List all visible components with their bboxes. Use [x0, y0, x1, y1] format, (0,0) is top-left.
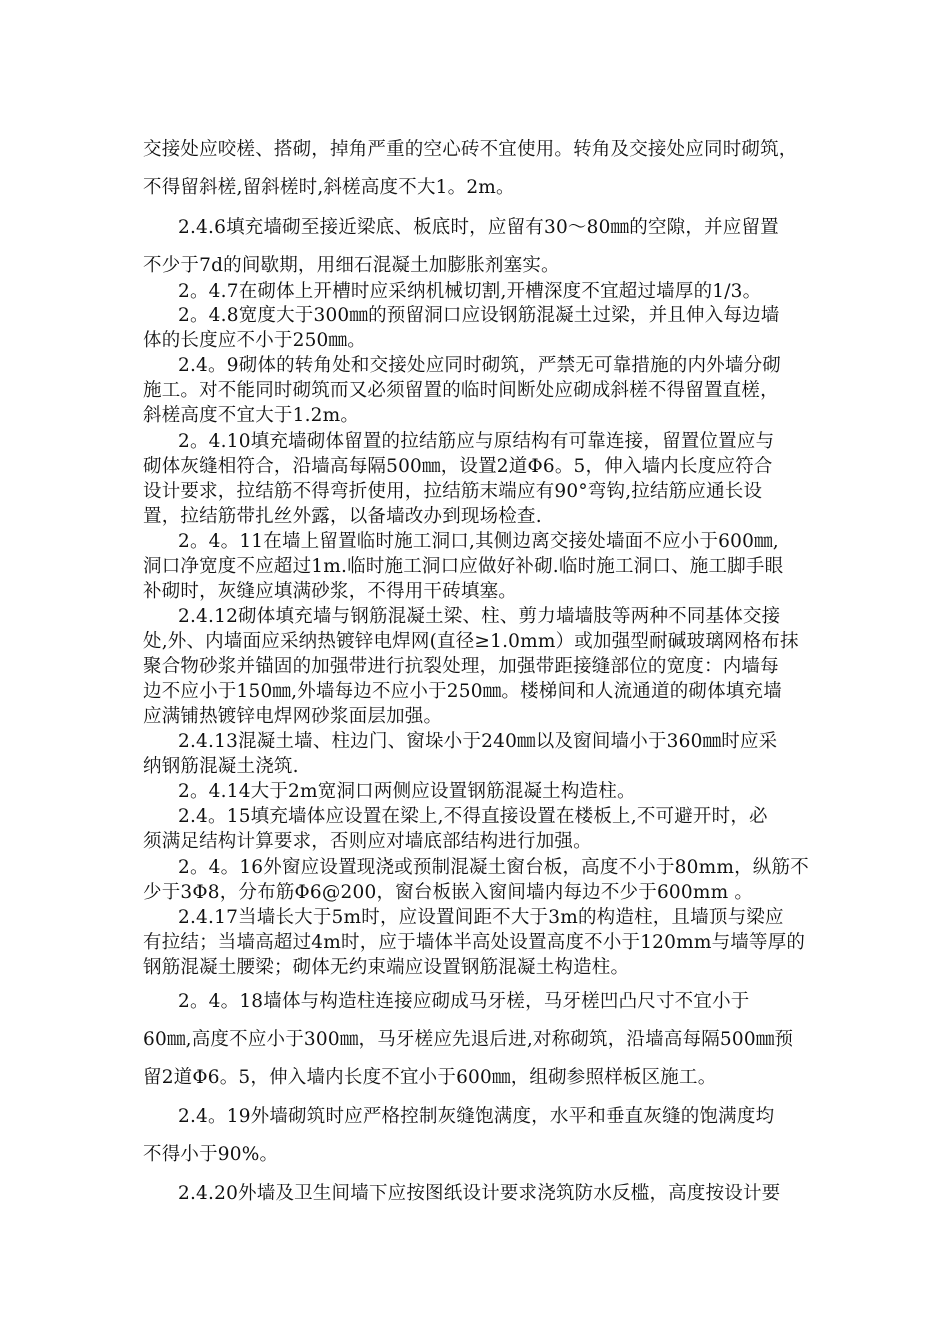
text-line: 不少于7d的间歇期，用细石混凝土加膨胀剂塞实。: [143, 255, 560, 276]
text-line: 2.4。9砌体的转角处和交接处应同时砌筑，严禁无可靠措施的内外墙分砌: [178, 355, 781, 376]
text-line: 少于3Φ8，分布筋Φ6@200，窗台板嵌入窗间墙内每边不少于600mm 。: [143, 882, 754, 903]
text-line: 处,外、内墙面应采纳热镀锌电焊网(直径≥1.0mm）或加强型耐碱玻璃网格布抹: [143, 631, 799, 652]
text-line: 2。4。11在墙上留置临时施工洞口,其侧边离交接处墙面不应小于600㎜,: [178, 531, 779, 552]
text-line: 2.4.17当墙长大于5m时，应设置间距不大于3m的构造柱，且墙顶与梁应: [178, 907, 784, 928]
text-line: 体的长度应不小于250㎜。: [143, 330, 366, 351]
text-line: 有拉结；当墙高超过4m时，应于墙体半高处设置高度不小于120mm与墙等厚的: [143, 932, 806, 953]
text-line: 聚合物砂浆并锚固的加强带进行抗裂处理，加强带距接缝部位的宽度：内墙每: [143, 656, 779, 677]
text-line: 洞口净宽度不应超过1m.临时施工洞口应做好补砌.临时施工洞口、施工脚手眼: [143, 556, 784, 577]
text-line: 2.4.6填充墙砌至接近梁底、板底时，应留有30～80㎜的空隙，并应留置: [178, 217, 779, 238]
text-line: 2。4.14大于2m宽洞口两侧应设置钢筋混凝土构造柱。: [178, 781, 636, 802]
text-line: 补砌时，灰缝应填满砂浆，不得用干砖填塞。: [143, 581, 518, 602]
text-line: 砌体灰缝相符合，沿墙高每隔500㎜，设置2道Φ6。5，伸入墙内长度应符合: [143, 456, 773, 477]
text-line: 2。4.7在砌体上开槽时应采纳机械切割,开槽深度不宜超过墙厚的1/3。: [178, 281, 762, 302]
text-line: 2。4.8宽度大于300㎜的预留洞口应设钢筋混凝土过梁，并且伸入每边墙: [178, 305, 780, 326]
text-line: 留2道Φ6。5，伸入墙内长度不宜小于600㎜，组砌参照样板区施工。: [143, 1067, 717, 1088]
text-line: 须满足结构计算要求，否则应对墙底部结构进行加强。: [143, 831, 592, 852]
text-line: 2。4。18墙体与构造柱连接应砌成马牙槎，马牙槎凹凸尺寸不宜小于: [178, 991, 750, 1012]
text-line: 斜槎高度不宜大于1.2m。: [143, 405, 360, 426]
text-line: 2.4。19外墙砌筑时应严格控制灰缝饱满度，水平和垂直灰缝的饱满度均: [178, 1106, 775, 1127]
text-line: 施工。对不能同时砌筑而又必须留置的临时间断处应砌成斜槎不得留置直槎，: [143, 380, 779, 401]
text-line: 2。4.10填充墙砌体留置的拉结筋应与原结构有可靠连接，留置位置应与: [178, 431, 775, 452]
text-line: 设计要求，拉结筋不得弯折使用，拉结筋末端应有90°弯钩,拉结筋应通长设: [143, 481, 763, 502]
text-line: 交接处应咬槎、搭砌，掉角严重的空心砖不宜使用。转角及交接处应同时砌筑，: [143, 139, 798, 160]
text-line: 置，拉结筋带扎丝外露，以备墙改办到现场检查.: [143, 506, 542, 527]
text-line: 纳钢筋混凝土浇筑.: [143, 756, 299, 777]
text-line: 2.4.13混凝土墙、柱边门、窗垛小于240㎜以及窗间墙小于360㎜时应采: [178, 731, 778, 752]
text-line: 不得留斜槎,留斜槎时,斜槎高度不大1。2m。: [143, 177, 515, 198]
text-line: 2。4。16外窗应设置现浇或预制混凝土窗台板，高度不小于80mm，纵筋不: [178, 857, 809, 878]
text-line: 钢筋混凝土腰梁；砌体无约束端应设置钢筋混凝土构造柱。: [143, 957, 630, 978]
text-line: 2.4.12砌体填充墙与钢筋混凝土梁、柱、剪力墙墙肢等两种不同基体交接: [178, 606, 781, 627]
text-line: 不得小于90%。: [143, 1144, 279, 1165]
text-line: 60㎜,高度不应小于300㎜，马牙槎应先退后进,对称砌筑，沿墙高每隔500㎜预: [143, 1029, 794, 1050]
text-line: 2.4。15填充墙体应设置在梁上,不得直接设置在楼板上,不可避开时，必: [178, 806, 768, 827]
text-line: 2.4.20外墙及卫生间墙下应按图纸设计要求浇筑防水反槛，高度按设计要: [178, 1183, 781, 1204]
text-line: 边不应小于150㎜,外墙每边不应小于250㎜。楼梯间和人流通道的砌体填充墙: [143, 681, 782, 702]
text-line: 应满铺热镀锌电焊网砂浆面层加强。: [143, 706, 443, 727]
